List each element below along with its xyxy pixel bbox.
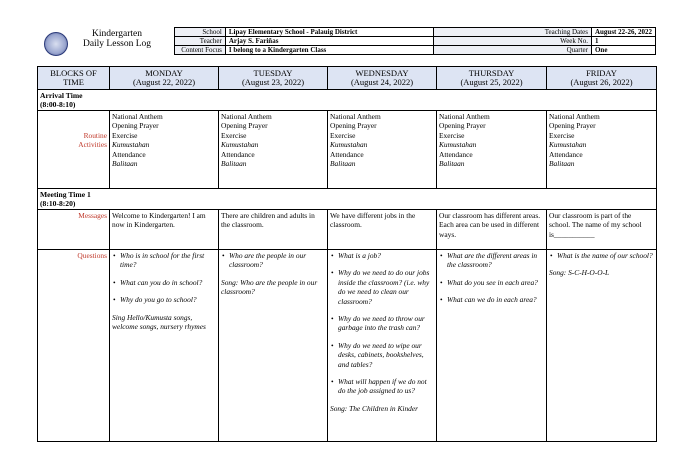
- routine-list: National Anthem Opening Prayer Exercise Kumustahan Attendance Balitaan: [110, 111, 219, 189]
- teacher-value: Arjay S. Fariñas: [225, 37, 433, 46]
- question-item: • Who are the people in our classroom?: [229, 251, 325, 270]
- school-value: Lipay Elementary School - Palauig District: [225, 28, 433, 37]
- dates-label: Teaching Dates: [433, 28, 591, 37]
- message-thursday: Our classroom has different areas. Each area can be used in different ways.: [437, 210, 547, 250]
- focus-value: I belong to a Kindergarten Class: [225, 46, 433, 55]
- song-note: Song: S-C-H-O-O-L: [549, 268, 610, 278]
- routine-list: National Anthem Opening Prayer Exercise Kumustahan Attendance Balitaan: [437, 111, 547, 189]
- quarter-value: One: [591, 46, 655, 55]
- question-item: • What can we do in each area?: [447, 295, 544, 304]
- questions-wednesday: [328, 250, 437, 442]
- question-item: • Why do we need to wipe our desks, cabinets, bookshelves, and tables?: [338, 341, 434, 369]
- routine-list: National Anthem Opening Prayer Exercise Kumustahan Attendance Balitaan: [328, 111, 437, 189]
- question-item: • What will happen if we do not do the job assigned to us?: [338, 377, 434, 396]
- questions-label: Questions: [38, 250, 110, 442]
- header-info-table: [37, 27, 656, 55]
- brand-line-1: Kindergarten: [92, 29, 142, 39]
- teacher-label: Teacher: [174, 37, 225, 46]
- week-label: Week No.: [433, 37, 591, 46]
- week-value: 1: [591, 37, 655, 46]
- song-note: Song: The Children in Kinder: [330, 403, 419, 413]
- question-item: • Why do we need to do our jobs inside the classroom? (i.e. why do we need to clean our classroom?: [338, 268, 434, 306]
- message-tuesday: There are children and adults in the classroom.: [219, 210, 328, 250]
- brand-line-2: Daily Lesson Log: [82, 39, 152, 49]
- question-item: • Why do we need to throw our garbage into the trash can?: [338, 314, 434, 333]
- question-item: • What do you see in each area?: [447, 278, 544, 287]
- routine-activities-label: Routine Activities: [38, 111, 110, 189]
- questions-thursday: [437, 250, 547, 442]
- messages-label: Messages: [38, 210, 110, 250]
- tuesday-header: TUESDAY (August 23, 2022): [219, 67, 328, 90]
- meeting-time-section: Meeting Time 1 (8:10-8:20): [38, 189, 657, 210]
- message-wednesday: We have different jobs in the classroom.: [328, 210, 437, 250]
- routine-list: National Anthem Opening Prayer Exercise Kumustahan Attendance Balitaan: [547, 111, 657, 189]
- lesson-log-table: [37, 66, 657, 442]
- questions-friday: [547, 250, 657, 442]
- questions-tuesday: [219, 250, 328, 442]
- dates-value: August 22-26, 2022: [591, 28, 655, 37]
- song-note: Song: Who are the people in our classroom?: [221, 277, 318, 297]
- question-item: • What are the different areas in the classroom?: [447, 251, 544, 270]
- question-item: • Why do you go to school?: [120, 295, 216, 304]
- message-friday: Our classroom is part of the school. The name of my school is___________: [547, 210, 657, 250]
- question-item: • What is a job?: [338, 251, 434, 260]
- thursday-header: THURSDAY (August 25, 2022): [437, 67, 547, 90]
- song-note: Sing Hello/Kumusta songs, welcome songs, nursery rhymes: [112, 312, 206, 332]
- school-label: School: [174, 28, 225, 37]
- routine-list: National Anthem Opening Prayer Exercise Kumustahan Attendance Balitaan: [219, 111, 328, 189]
- friday-header: FRIDAY (August 26, 2022): [547, 67, 657, 90]
- question-item: • What is the name of our school?: [557, 251, 654, 260]
- question-item: • Who is in school for the first time?: [120, 251, 216, 270]
- blocks-of-time-header: BLOCKS OF TIME: [38, 67, 110, 90]
- question-item: • What can you do in school?: [120, 278, 216, 287]
- wednesday-header: WEDNESDAY (August 24, 2022): [328, 67, 437, 90]
- focus-label: Content Focus: [174, 46, 225, 55]
- monday-header: MONDAY (August 22, 2022): [110, 67, 219, 90]
- message-monday: Welcome to Kindergarten! I am now in Kindergarten.: [110, 210, 219, 250]
- quarter-label: Quarter: [433, 46, 591, 55]
- arrival-time-section: Arrival Time (8:00-8:10): [38, 90, 657, 111]
- questions-monday: [110, 250, 219, 442]
